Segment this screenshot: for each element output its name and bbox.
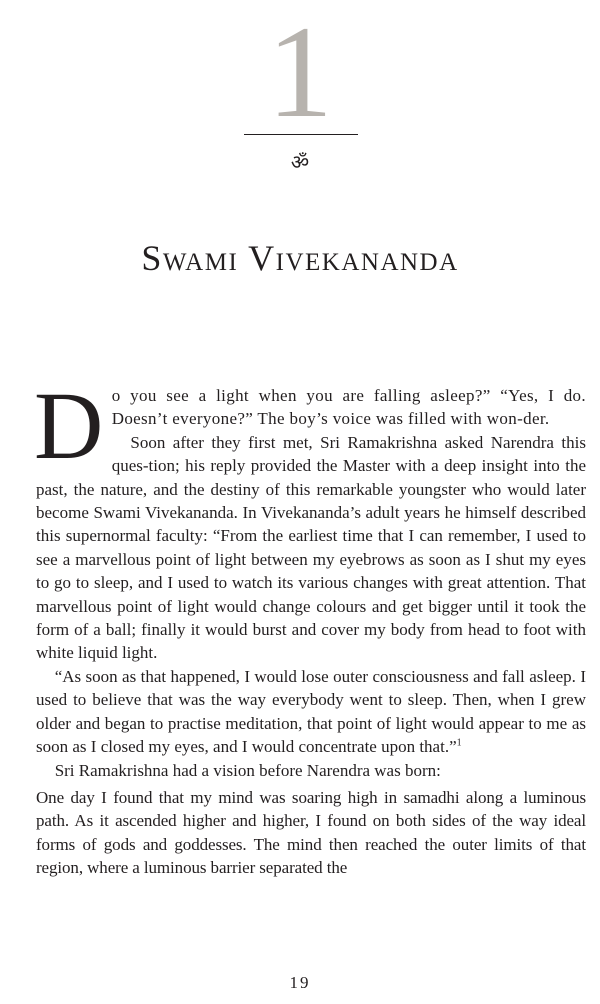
chapter-body <box>34 372 586 880</box>
footnote-reference[interactable]: 1 <box>456 737 462 749</box>
chapter-title: Swami Vivekananda <box>141 238 459 278</box>
om-ornament-icon: ॐ <box>290 150 310 174</box>
chapter-divider <box>244 134 358 135</box>
drop-cap: D <box>34 372 104 479</box>
paragraph: Sri Ramakrishna had a vision before Narendra was born: <box>54 760 441 780</box>
chapter-number: 1 <box>267 0 333 145</box>
opening-paragraph <box>34 372 586 479</box>
page-number: 19 <box>289 973 311 992</box>
paragraph <box>36 665 586 759</box>
paragraph-text: o you see a light when you are falling asleep?” “Yes, I do. Doesn’t everyone?” The boy’s voice was filled with won-der. <box>111 386 586 429</box>
block-quote: One day I found that my mind was soaring high in samadhi along a luminous path. As it ascended higher and higher, I found on both sides of the way ideal forms of gods and goddesses. The mind then reached the outer limits of that region, where a luminous barrier separated the <box>36 787 586 878</box>
paragraph: Soon after they first met, Sri Ramakrishna asked Narendra this ques-tion; his reply provided the Master with a deep insight into the past, the nature, and the destiny of this remarkable youngster who would later become Swami Vivekananda. In Vivekananda’s adult years he himself described this supernormal faculty: “From the earliest time that I can remember, I used to see a marvellous point of light between my eyebrows as soon as I shut my eyes to go to sleep, and I used to watch its various changes with great attention. That marvellous point of light would change colours and get bigger until it took the form of a ball; finally it would burst and cover my body from head to foot with white liquid light. <box>36 432 586 663</box>
paragraph-text: “As soon as that happened, I would lose outer consciousness and fall asleep. I used to believe that was the way everybody went to sleep. Then, when I grew older and began to practise meditation, that point of light would appear to me as soon as I closed my eyes, and I would concentrate upon that.” <box>36 666 586 757</box>
